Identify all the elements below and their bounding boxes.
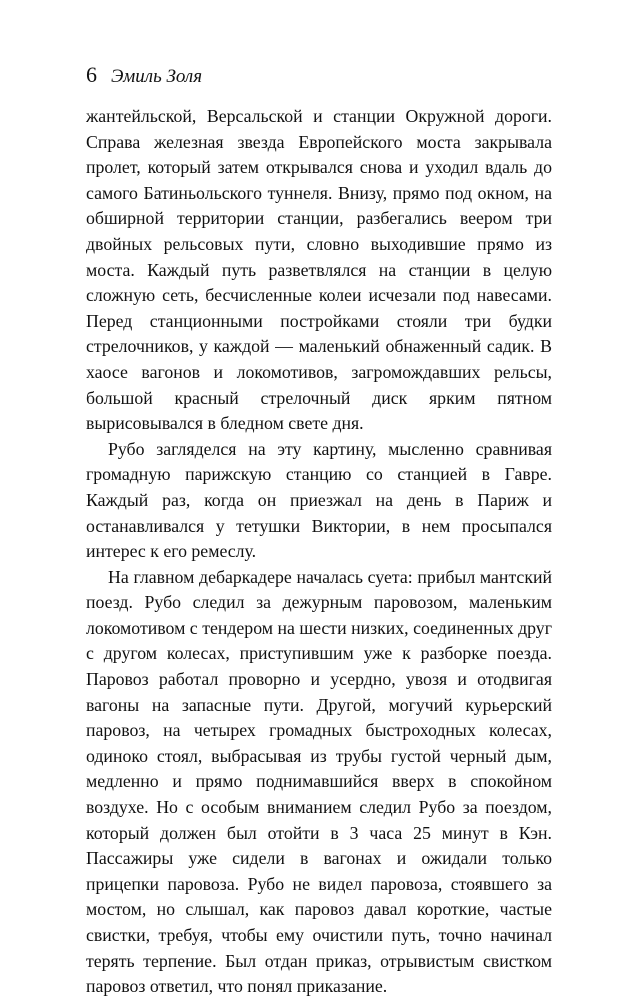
running-title: Эмиль Золя — [111, 66, 203, 87]
paragraph-2: Рубо загляделся на эту картину, мысленно сравнивая громадную парижскую станцию со станцией в Гавре. Каждый раз, когда он приезжал на день в Париж и останавливался у тетушки Виктории, в нем просыпался интерес к его ремеслу. — [86, 438, 552, 562]
running-head — [86, 62, 552, 94]
page-number: 6 — [86, 62, 97, 87]
paragraph-3: На главном дебаркадере началась суета: прибыл мантский поезд. Рубо следил за дежурным паровозом, маленьким локомотивом с тендером на шести низких, соединенных друг с другом колесах, приступившим уже к разборке поезда. Паровоз работал проворно и усердно, увозя и отодвигая вагоны на запасные пути. Другой, могучий курьерский паровоз, на четырех громадных быстроходных колесах, одиноко стоял, выбрасывая из трубы густой черный дым, медленно и прямо поднимавшийся вверх в спокойном воздухе. Но с особым вниманием следил Рубо за поездом, который должен был отойти в 3 часа 25 минут в Кэн. Пассажиры уже сидели в вагонах и ожидали только прицепки паровоза. Рубо не видел паровоза, стоявшего за мостом, но слышал, как паровоз давал короткие, частые свистки, требуя, чтобы ему очистили путь, точно начинал терять терпение. Был отдан приказ, отрывистым свистком паровоз ответил, что понял приказание. — [86, 566, 552, 997]
paragraph-1: жантейльской, Версальской и станции Окружной дороги. Справа железная звезда Европейского моста закрывала пролет, который затем открывался снова и уходил вдаль до самого Батиньольского туннеля. Внизу, прямо под окном, на обширной территории станции, разбегались веером три двойных рельсовых пути, словно выходившие прямо из моста. Каждый путь разветвлялся на станции в целую сложную сеть, бесчисленные колеи исчезали под навесами. Перед станционными постройками стояли три будки стрелочников, у каждой — маленький обнаженный садик. В хаосе вагонов и локомотивов, загромождавших рельсы, большой красный стрелочный диск ярким пятном вырисовывался в бледном свете дня. — [86, 106, 552, 434]
body-text — [86, 104, 552, 1000]
book-page — [86, 62, 552, 1000]
